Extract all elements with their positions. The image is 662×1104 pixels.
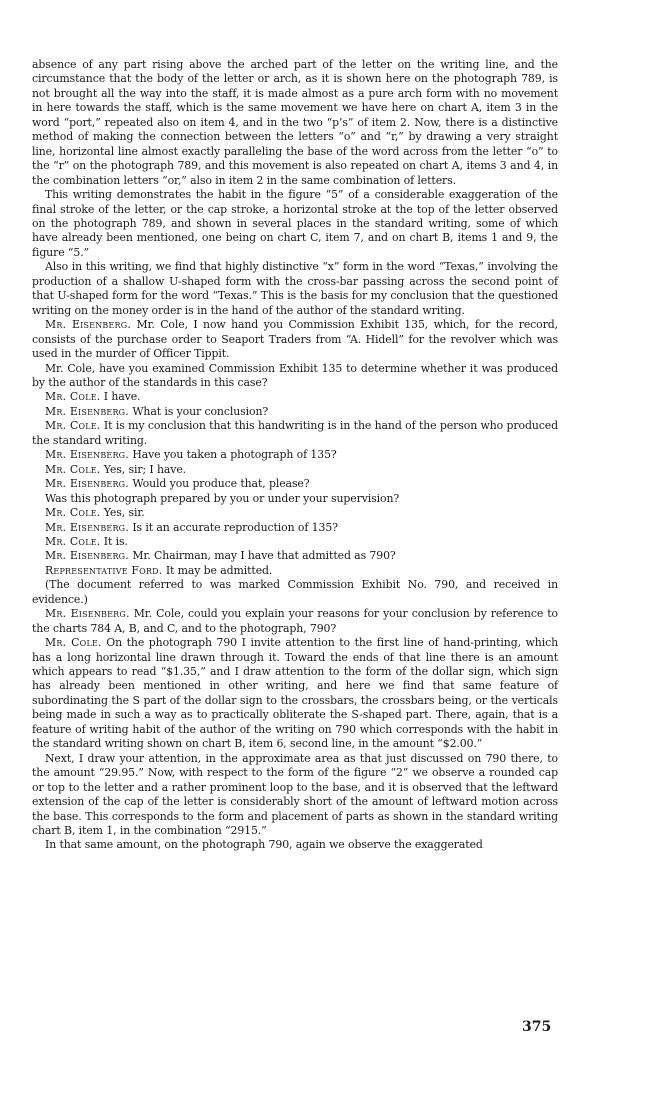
testimony-line: Mr. Eisenberg. Mr. Chairman, may I have that admitted as 790? (45, 549, 396, 563)
speaker-name: Mr. Cole. (45, 534, 101, 548)
testimony-line: Mr. Eisenberg. Would you produce that, please? (45, 477, 310, 491)
testimony-line: Mr. Eisenberg. What is your conclusion? (45, 404, 269, 418)
speaker-name: Mr. Cole. (45, 506, 101, 520)
page-number: 375 (522, 1019, 552, 1035)
paragraph: (The document referred to was marked Commission Exhibit No. 790, and received in evidence.) (32, 578, 558, 606)
speaker-name: Mr. Cole. (45, 462, 101, 476)
speaker-name: Mr. Cole. (45, 419, 101, 433)
testimony-line: Was this photograph prepared by you or under your supervision? (45, 491, 400, 505)
speaker-name: Mr. Eisenberg. (45, 404, 129, 418)
speaker-name: Mr. Eisenberg. (45, 477, 129, 491)
speaker-name: Representative Ford. (45, 563, 163, 577)
speaker-name: Mr. Eisenberg. (45, 549, 129, 563)
testimony-line: Mr. Cole. I have. (45, 390, 141, 404)
testimony-line: Mr. Cole. It is my conclusion that this handwriting is in the hand of the person who produced the standard writing. (32, 419, 558, 447)
testimony-line: Mr. Cole, have you examined Commission Exhibit 135 to determine whether it was produced by the author of the standards in this case? (32, 361, 558, 389)
testimony-line: Mr. Eisenberg. Mr. Cole, could you explain your reasons for your conclusion by reference to the charts 784 A, B, and C, and to the photograph, 790? (32, 607, 558, 635)
testimony-line: Representative Ford. It may be admitted. (45, 563, 273, 577)
testimony-line: Mr. Cole. On the photograph 790 I invite attention to the first line of hand-printing, which has a long horizontal line drawn through it. Toward the ends of that line there is an amount which appears to read “$1.35,” and I draw attention to the form of the dollar sign, which sign has already been mentioned in other writing, and here we find that same feature of subordinating the S part of the dollar sign to the crossbars, the crossbars being, or the verticals being made in such a way as to practically obliterate the S-shaped part. There, again, that is a feature of writing habit of the author of the writing on 790 which corresponds with the habit in the standard writing shown on chart B, item 6, second line, in the amount “$2.00.” (32, 636, 558, 751)
testimony-line: Mr. Cole. Yes, sir. (45, 506, 145, 520)
testimony-line: Mr. Eisenberg. Have you taken a photograph of 135? (45, 448, 337, 462)
testimony-line: Mr. Eisenberg. Mr. Cole, I now hand you Commission Exhibit 135, which, for the record, consists of the purchase order to Seaport Traders from “A. Hidell” for the revolver which was used in the murder of Officer Tippit. (32, 318, 558, 361)
speaker-name: Mr. Cole. (45, 390, 101, 404)
testimony-line: Mr. Cole. Yes, sir; I have. (45, 462, 187, 476)
paragraph: Next, I draw your attention, in the approximate area as that just discussed on 790 there, to the amount “29.95.” Now, with respect to the form of the figure “2” we observe a rounded cap or top to the letter and a rather prominent loop to the base, and it is observed that the leftward extension of the cap of the letter is considerably short of the amount of leftward motion across the base. This corresponds to the form and placement of parts as shown in the standard writing chart B, item 1, in the combination “2915.” (32, 751, 558, 838)
speaker-name: Mr. Eisenberg. (45, 607, 130, 621)
speaker-name: Mr. Cole. (45, 636, 102, 650)
paragraph: absence of any part rising above the arched part of the letter on the writing line, and the circumstance that the body of the letter or arch, as it is shown here on the photograph 789, is not brought all the way into the staff, it is made almost as a pure arch form with no movement in here towards the staff, which is the same movement we have here on chart A, item 3 in the word “port,” repeated also on item 4, and in the two “p’s” of item 2. Now, there is a distinctive method of making the connection between the letters “o” and “r,” by drawing a very straight line, horizontal line almost exactly paralleling the base of the word across from the letter “o” to the “r” on the photograph 789, and this movement is also repeated on chart A, items 3 and 4, in the combination letters “or,” also in item 2 in the same combination of letters. (32, 58, 558, 187)
speaker-name: Mr. Eisenberg. (45, 318, 131, 332)
document-body (32, 58, 558, 853)
testimony-line: Mr. Eisenberg. Is it an accurate reproduction of 135? (45, 520, 338, 534)
paragraph: In that same amount, on the photograph 790, again we observe the exaggerated (45, 838, 483, 852)
speaker-name: Mr. Eisenberg. (45, 520, 129, 534)
paragraph: Also in this writing, we find that highly distinctive “x” form in the word “Texas,” involving the production of a shallow U-shaped form with the cross-bar passing across the second point of that U-shaped form for the word “Texas.” This is the basis for my conclusion that the questioned writing on the money order is in the hand of the author of the standard writing. (32, 260, 558, 317)
testimony-line: Mr. Cole. It is. (45, 534, 128, 548)
speaker-name: Mr. Eisenberg. (45, 448, 129, 462)
paragraph: This writing demonstrates the habit in the figure “5” of a considerable exaggeration of the final stroke of the letter, or the cap stroke, a horizontal stroke at the top of the letter observed on the photograph 789, and shown in several places in the standard writing, some of which have already been mentioned, one being on chart C, item 7, and on chart B, items 1 and 9, the figure “5.” (32, 188, 558, 259)
